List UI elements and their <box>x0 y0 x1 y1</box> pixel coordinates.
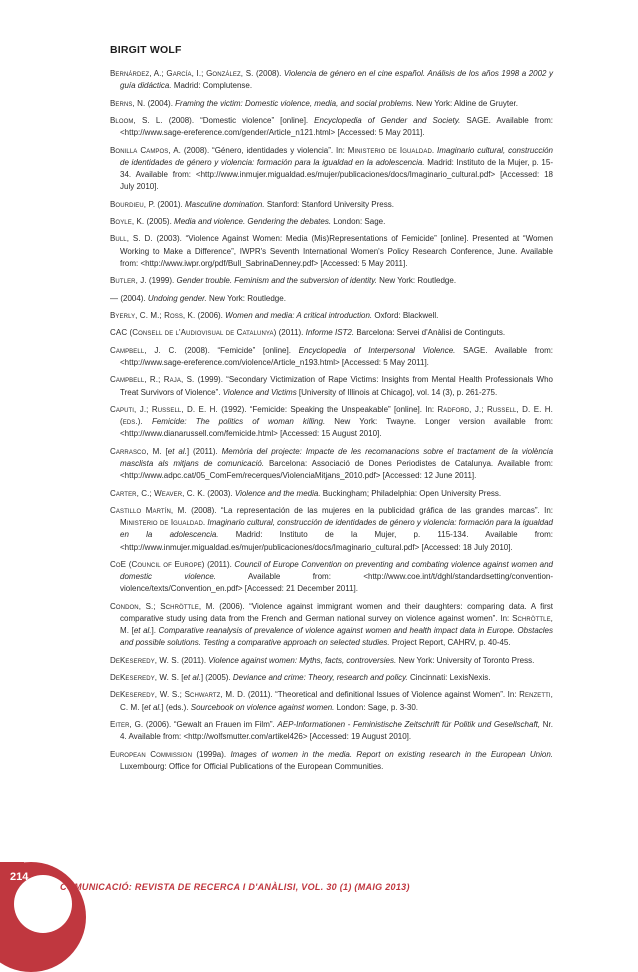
reference-author: — <box>110 293 119 303</box>
reference-title: et al. <box>144 702 162 712</box>
reference-entry <box>110 327 553 339</box>
reference-text: . <box>202 518 208 528</box>
reference-text: (1999a). <box>192 749 231 759</box>
reference-text: (2011). <box>179 655 209 665</box>
reference-title: Violence against women: Myths, facts, controversies. <box>208 655 397 665</box>
reference-text: New York: Routledge. <box>206 293 286 303</box>
reference-entry <box>110 233 553 270</box>
reference-title: Images of women in the media. Report on existing research in the European Union. <box>230 749 553 759</box>
reference-title: Sourcebook on violence against women. <box>190 702 335 712</box>
reference-text: (1999). <box>146 276 177 286</box>
reference-title: Violence and the media. <box>234 488 321 498</box>
reference-title: et al. <box>183 673 201 683</box>
reference-author: DeKeseredy, W. S.; Schwartz, M. D. <box>110 690 246 700</box>
reference-entry <box>110 345 553 369</box>
reference-title: Masculine domination. <box>184 199 265 209</box>
reference-entry <box>110 655 553 667</box>
reference-author: DeKeseredy, W. S. <box>110 655 180 665</box>
reference-author: Byerly, C. M.; Ross, K. <box>110 310 196 320</box>
reference-entry <box>110 601 553 650</box>
reference-text: SAGE. Available from: <http://www.sage-ereference.com/violence/Article_n193.html> [Accessed: 5 May 2011]. <box>120 345 553 367</box>
reference-author: Castillo Martín, M. <box>110 505 187 515</box>
reference-text: (2006). “Violence against immigrant women and their daughters: comparing data. A first comparative study using data from the French and German national survey on violence against women”. In: <box>120 601 553 623</box>
reference-text: (2006). <box>195 310 226 320</box>
reference-title: Femicide: The politics of woman killing. <box>151 417 326 427</box>
reference-title: Encyclopedia of Gender and Society. <box>314 115 461 125</box>
reference-text: (2008). “Domestic violence” [online]. <box>162 115 315 125</box>
reference-editor: Ministerio de Igualdad <box>347 145 432 155</box>
reference-title: Imaginario cultural, construcción de identidades de género y violencia: formación para la igualdad en la adolescencia. <box>120 145 553 167</box>
reference-entry <box>110 145 553 194</box>
references-list <box>110 68 553 778</box>
running-header-author: BIRGIT WOLF <box>110 44 182 56</box>
reference-entry <box>110 293 553 305</box>
reference-title: Women and media: A critical introduction. <box>225 310 373 320</box>
reference-text: (2008). <box>253 69 284 78</box>
reference-text: Madrid: Instituto de la Mujer, p. 115-134. Available from: <http://www.inmujer.migualdad.es/mujer/publicaciones/docs/Imaginario_cultural.pdf> [Accessed: 18 July 2010]. <box>120 530 553 552</box>
reference-author: CAC (Consell de l'Audiovisual de Catalunya) <box>110 328 277 338</box>
reference-text: SAGE. Available from: <http://www.sage-ereference.com/gender/Article_n121.html> [Accessed: 5 May 2011]. <box>120 115 553 138</box>
reference-text: [ <box>139 702 145 712</box>
reference-author: Carrasco, M. <box>110 446 162 456</box>
reference-author: Condon, S.; Schröttle, M. <box>110 601 215 611</box>
reference-text: Luxembourg: Office for Official Publications of the European Communities. <box>120 761 384 771</box>
reference-text: (2003). “Violence Against Women: Media (Mis)Representations of Femicide” [online]. Presented at “Women Working to Make a Difference”, IWPR's Seventh International Women's Policy Research Conference, June. Available from: <http://www.iwpr.org/pdf/Bull_SabrinaDenney.pdf> [Accessed: 5 May 2011]. <box>120 234 553 268</box>
reference-entry <box>110 68 553 92</box>
reference-text: (2004). <box>118 293 148 303</box>
reference-text: New York: University of Toronto Press. <box>396 655 535 665</box>
reference-text: [ <box>129 626 134 636</box>
journal-title: COMUNICACIÓ: REVISTA DE RECERCA I D'ANÀLISI, VOL. 30 (1) (MAIG 2013) <box>60 882 410 892</box>
reference-title: Comparative reanalysis of prevalence of violence against women and health impact data in Europe. Obstacles and possible solutions. Testing a comparative approach on selected studies. <box>120 626 554 648</box>
reference-text: [University of Illinois at Chicago], vol. 14 (3), p. 261-275. <box>296 387 498 397</box>
reference-author: Campbell, R.; Raja, S. <box>110 375 195 385</box>
reference-title: et al. <box>133 626 152 636</box>
reference-entry <box>110 310 553 322</box>
reference-text: (1999). “Secondary Victimization of Rape Victims: Insights from Mental Health Professionals Who Treat Survivors of Violence”. <box>120 375 553 397</box>
reference-text: (2008). “La representación de las mujeres en la publicidad gráfica de las grandes marcas”. In: <box>186 505 553 515</box>
reference-entry <box>110 404 553 441</box>
reference-entry <box>110 672 553 684</box>
reference-text: (2008). “Género, identidades y violencia”. In: <box>180 145 348 155</box>
reference-text: London: Sage, p. 3-30. <box>334 702 419 712</box>
reference-title: Gender trouble. Feminism and the subversion of identity. <box>176 276 377 286</box>
reference-text: Project Report, CAHRV, p. 40-45. <box>389 638 511 648</box>
reference-entry <box>110 446 553 483</box>
reference-entry <box>110 216 553 228</box>
reference-title: Informe IST2. <box>305 328 355 338</box>
page-number: 214 <box>10 871 29 883</box>
reference-author: Berns, N. <box>110 98 146 108</box>
reference-text: Stanford: Stanford University Press. <box>264 199 394 209</box>
reference-text: Buckingham; Philadelphia: Open University Press. <box>320 488 502 498</box>
reference-text: (2005). <box>144 216 175 226</box>
reference-title: Memòria del projecte: Impacte de les recomanacions sobre el tractament de la violència masclista als mitjans de comunicació. <box>120 446 554 468</box>
reference-author: Bonilla Campos, A. <box>110 145 181 155</box>
reference-title: AEP-Informationen - Feministische Zeitschrift für Politik und Gesellschaft, <box>277 720 541 730</box>
reference-text: New York: Routledge. <box>376 276 457 286</box>
reference-entry <box>110 749 553 773</box>
reference-text: New York: Aldine de Gruyter. <box>413 98 518 108</box>
reference-entry <box>110 505 553 554</box>
reference-author: CoE (Council of Europe) <box>110 559 205 569</box>
reference-text: ] (eds.). <box>161 702 191 712</box>
reference-editor: Schröttle, M. <box>120 613 553 636</box>
reference-text: ]. <box>151 626 159 636</box>
reference-title: Media and violence. Gendering the debates. <box>174 216 332 226</box>
reference-author: European Commission <box>110 749 193 759</box>
reference-author: Butler, J. <box>110 276 147 286</box>
reference-entry <box>110 488 553 500</box>
reference-text: (2006). “Gewalt an Frauen im Film”. <box>143 720 278 730</box>
reference-author: Carter, C.; Weaver, C. K. <box>110 488 206 498</box>
reference-entry <box>110 559 553 596</box>
reference-text: (2008). “Femicide” [online]. <box>176 345 299 355</box>
reference-author: Bull, S. D. <box>110 234 153 244</box>
reference-title: Deviance and crime: Theory, research and policy. <box>232 673 408 683</box>
reference-text: Cincinnati: LexisNexis. <box>407 673 491 683</box>
reference-title: et al. <box>167 446 187 456</box>
reference-title: Violence and Victims <box>222 387 297 397</box>
reference-text: Nr. 4. Available from: <http://wolfsmutter.com/artikel426> [Accessed: 19 August 2010]. <box>120 720 553 742</box>
reference-text: (2011). <box>204 559 235 569</box>
reference-entry <box>110 98 553 110</box>
reference-author: Bloom, S. L. <box>110 115 163 125</box>
reference-text: (2004). <box>145 98 176 108</box>
reference-author: DeKeseredy, W. S. <box>110 673 180 683</box>
reference-text: . <box>431 145 437 155</box>
reference-entry <box>110 689 553 713</box>
reference-text <box>143 417 152 426</box>
reference-title: Undoing gender. <box>147 293 207 303</box>
reference-text: Madrid: Instituto de la Mujer, p. 15-34. Available from: <http://www.inmujer.migualdad.es/mujer/publicaciones/docs/Imaginario_cultural.pdf> [Accessed: 18 July 2010]. <box>120 157 553 192</box>
reference-title: Encyclopedia of Interpersonal Violence. <box>298 345 456 355</box>
reference-text: London: Sage. <box>331 216 386 226</box>
reference-text: [ <box>179 673 184 683</box>
reference-entry <box>110 115 553 139</box>
reference-author: Eiter, G. <box>110 720 144 730</box>
reference-text: New York: Twayne. Longer version available from: <http://www.dianarussell.com/femicide.html> [Accessed: 15 August 2010]. <box>120 417 553 439</box>
reference-text: (2011). <box>276 328 306 338</box>
reference-title: Imaginario cultural, construcción de identidades de género y violencia: formación para la igualdad en la adolescencia. <box>120 518 553 540</box>
reference-text: (2001). <box>155 199 185 209</box>
reference-text: Barcelona: Servei d'Anàlisi de Continguts. <box>354 328 506 338</box>
reference-editor: Renzetti, C. M. <box>120 690 554 712</box>
reference-author: Campbell, J. C. <box>110 345 177 355</box>
reference-author: Caputi, J.; Russell, D. E. H. <box>110 404 218 414</box>
reference-text: Available from: <http://www.coe.int/t/dghl/standardsetting/convention-violence/texts/Convention_en.pdf> [Accessed: 21 December 2011]. <box>120 572 553 594</box>
reference-editor: Radford, J.; Russell, D. E. H. (eds.). <box>120 404 554 427</box>
reference-entry <box>110 374 553 398</box>
reference-text: Oxford: Blackwell. <box>372 310 439 320</box>
reference-text: ] (2011). <box>186 446 222 456</box>
reference-entry <box>110 199 553 211</box>
reference-editor: Ministerio de Igualdad <box>120 518 203 528</box>
reference-author: Bernárdez, A.; García, I.; González, S. <box>110 69 254 78</box>
reference-text: (1992). “Femicide: Speaking the Unspeakable” [online]. In: <box>217 404 438 414</box>
reference-author: Boyle, K. <box>110 216 145 226</box>
reference-title: Framing the victim: Domestic violence, media, and social problems. <box>175 98 414 108</box>
reference-text: (2003). <box>205 488 235 498</box>
reference-title: Violencia de género en el cine español. Análisis de los años 1998 a 2002 y guía didáctica. <box>120 69 554 91</box>
reference-text: Barcelona: Associació de Dones Periodistes de Catalunya. Available from: <http://www.adpc.cat/05_ComFem/recerques/ViolenciaMitjans_2010.pdf> [Accessed: 12 June 2011]. <box>120 458 554 481</box>
reference-text: Madrid: Complutense. <box>171 81 253 91</box>
reference-text: (2011). “Theoretical and definitional Issues of Violence against Women”. In: <box>245 690 520 700</box>
reference-text: [ <box>161 446 168 456</box>
reference-text: ] (2005). <box>200 673 233 683</box>
reference-entry <box>110 719 553 743</box>
reference-author: Bourdieu, P. <box>110 199 156 209</box>
reference-title: Council of Europe Convention on preventing and combating violence against women and domestic violence. <box>120 559 553 582</box>
reference-entry <box>110 275 553 287</box>
